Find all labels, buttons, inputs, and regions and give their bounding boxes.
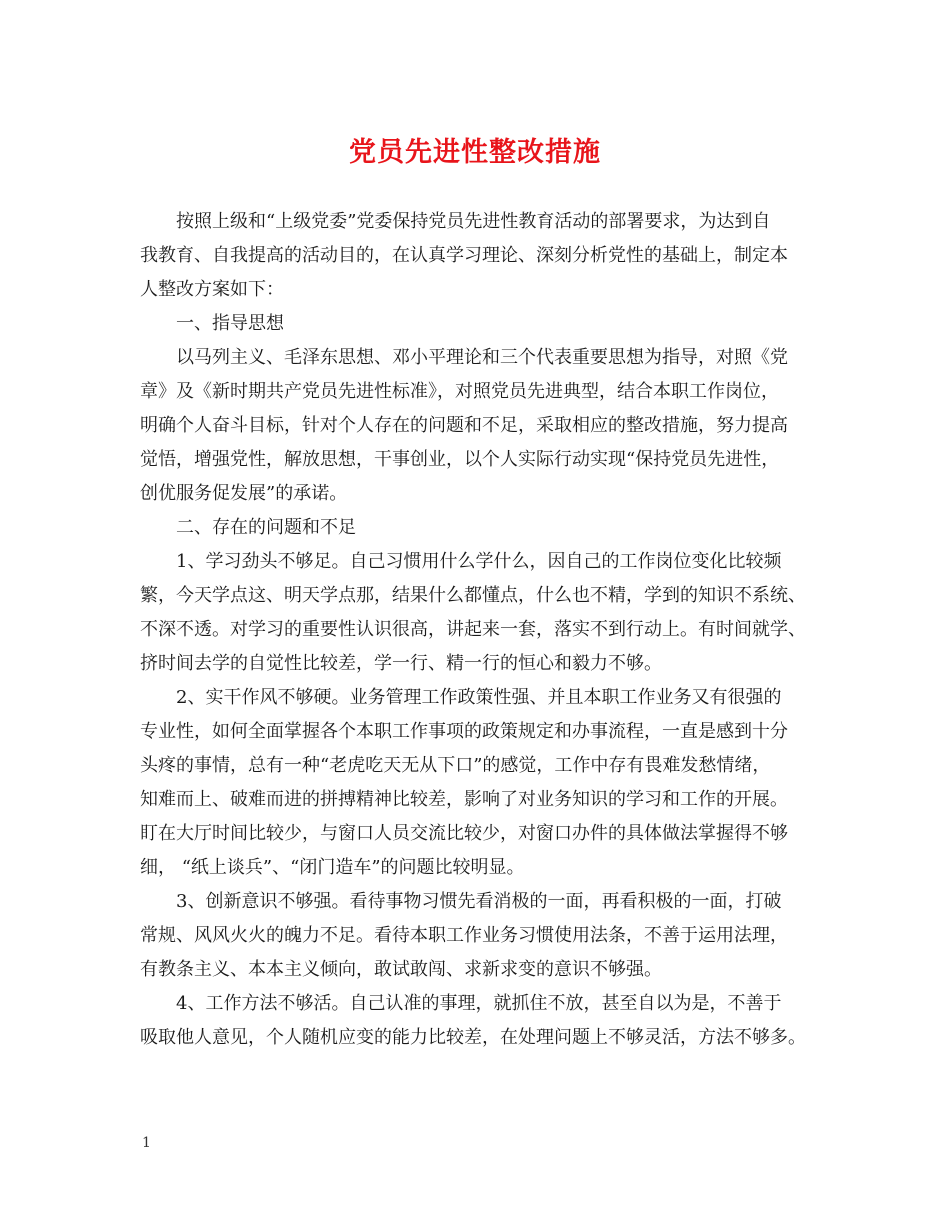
paragraph-line: 盯在大厅时间比较少，与窗口人员交流比较少，对窗口办件的具体做法掌握得不够 (140, 823, 788, 844)
paragraph-line: 按照上级和“上级党委”党委保持党员先进性教育活动的部署要求，为达到自 (176, 211, 771, 232)
paragraph-line: 明确个人奋斗目标，针对个人存在的问题和不足，采取相应的整改措施，努力提高 (140, 415, 788, 436)
paragraph-line: 4、工作方法不够活。自己认准的事理，就抓住不放，甚至自以为是，不善于 (176, 993, 782, 1014)
paragraph-line: 章》及《新时期共产党员先进性标准》，对照党员先进典型，结合本职工作岗位， (140, 381, 779, 402)
paragraph-line: 挤时间去学的自觉性比较差，学一行、精一行的恒心和毅力不够。 (140, 653, 662, 674)
paragraph-line: 以马列主义、毛泽东思想、邓小平理论和三个代表重要思想为指导，对照《党 (176, 347, 788, 368)
document-title: 党员先进性整改措施 (349, 137, 601, 168)
paragraph-line: 常规、风风火火的魄力不足。看待本职工作业务习惯使用法条，不善于运用法理， (140, 925, 788, 946)
paragraph-line: 觉悟，增强党性，解放思想，干事创业，以个人实际行动实现“保持党员先进性， (140, 449, 780, 470)
paragraph-line: 有教条主义、本本主义倾向，敢试敢闯、求新求变的意识不够强。 (140, 959, 662, 980)
paragraph-line: 专业性，如何全面掌握各个本职工作事项的政策规定和办事流程，一直是感到十分 (140, 721, 788, 742)
section-heading: 二、存在的问题和不足 (176, 517, 356, 538)
paragraph-line: 1、学习劲头不够足。自己习惯用什么学什么，因自己的工作岗位变化比较频 (176, 551, 782, 572)
paragraph-line: 人整改方案如下： (140, 279, 284, 300)
page-number: 1 (142, 1135, 151, 1151)
section-heading: 一、指导思想 (176, 313, 284, 334)
paragraph-line: 2、实干作风不够硬。业务管理工作政策性强、并且本职工作业务又有很强的 (176, 687, 782, 708)
paragraph-line: 吸取他人意见，个人随机应变的能力比较差，在处理问题上不够灵活，方法不够多。 (140, 1027, 806, 1048)
paragraph-line: 3、创新意识不够强。看待事物习惯先看消极的一面，再看积极的一面，打破 (176, 891, 782, 912)
paragraph-line: 知难而上、破难而进的拼搏精神比较差，影响了对业务知识的学习和工作的开展。 (140, 789, 788, 810)
paragraph-line: 我教育、自我提高的活动目的，在认真学习理论、深刻分析党性的基础上，制定本 (140, 245, 788, 266)
paragraph-line: 头疼的事情，总有一种“老虎吃天无从下口”的感觉，工作中存有畏难发愁情绪， (140, 755, 771, 776)
paragraph-line: 繁，今天学点这、明天学点那，结果什么都懂点，什么也不精，学到的知识不系统、 (140, 585, 806, 606)
paragraph-line: 不深不透。对学习的重要性认识很高，讲起来一套，落实不到行动上。有时间就学、 (140, 619, 806, 640)
paragraph-line: 创优服务促发展”的承诺。 (140, 483, 348, 504)
paragraph-line: 细， “纸上谈兵”、“闭门造车”的问题比较明显。 (140, 857, 525, 878)
